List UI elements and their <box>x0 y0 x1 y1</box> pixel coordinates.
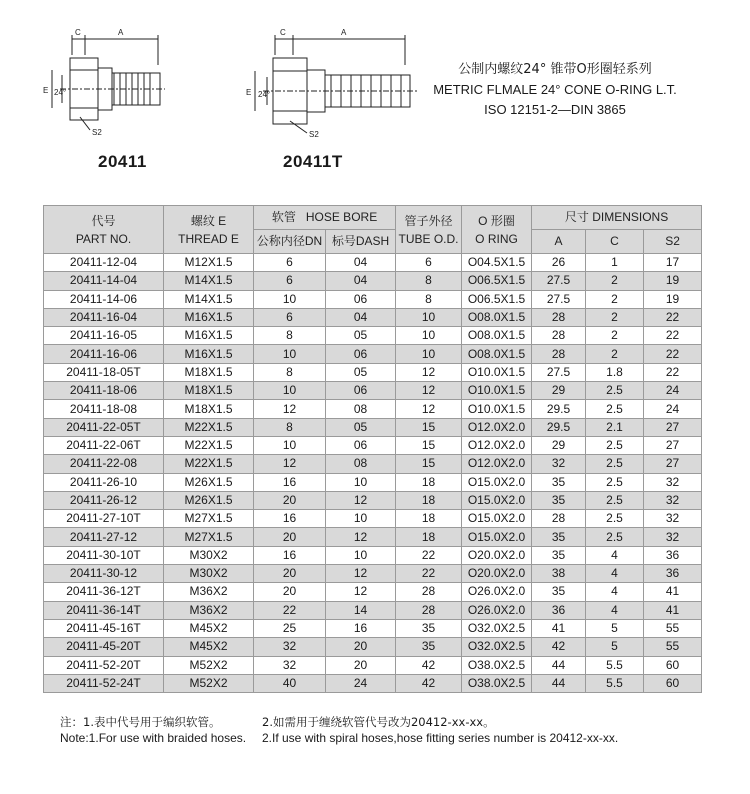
title-standard: ISO 12151-2—DIN 3865 <box>484 102 626 117</box>
cell-dim-a: 29.5 <box>532 418 586 436</box>
cell-dim-c: 2.5 <box>586 473 644 491</box>
cell-o-ring: O15.0X2.0 <box>462 491 532 509</box>
cell-tube-od: 12 <box>396 363 462 381</box>
fitting-drawing-20411 <box>40 25 170 140</box>
cell-dim-c: 2 <box>586 272 644 290</box>
cell-hose-dn: 12 <box>254 455 326 473</box>
cell-dim-c: 5 <box>586 619 644 637</box>
cell-tube-od: 12 <box>396 400 462 418</box>
cell-hose-dash: 16 <box>326 619 396 637</box>
cell-thread: M45X2 <box>164 619 254 637</box>
cell-hose-dash: 12 <box>326 583 396 601</box>
cell-thread: M16X1.5 <box>164 327 254 345</box>
cell-part-no: 20411-26-10 <box>44 473 164 491</box>
cell-hose-dash: 06 <box>326 436 396 454</box>
cell-dim-s2: 19 <box>644 290 702 308</box>
dim-s2-label: S2 <box>92 128 102 137</box>
cell-part-no: 20411-18-06 <box>44 382 164 400</box>
cell-tube-od: 18 <box>396 528 462 546</box>
cell-dim-s2: 41 <box>644 583 702 601</box>
cell-thread: M18X1.5 <box>164 363 254 381</box>
cell-thread: M14X1.5 <box>164 272 254 290</box>
cell-o-ring: O32.0X2.5 <box>462 638 532 656</box>
cell-dim-a: 29 <box>532 382 586 400</box>
cell-dim-c: 2.5 <box>586 400 644 418</box>
cell-dim-s2: 22 <box>644 308 702 326</box>
cell-dim-c: 2.5 <box>586 382 644 400</box>
cell-dim-s2: 27 <box>644 455 702 473</box>
cell-dim-s2: 24 <box>644 400 702 418</box>
cell-o-ring: O20.0X2.0 <box>462 546 532 564</box>
cell-dim-s2: 32 <box>644 510 702 528</box>
cell-part-no: 20411-52-24T <box>44 674 164 692</box>
header-o-ring: O 形圈 O RING <box>462 206 532 254</box>
cell-tube-od: 22 <box>396 565 462 583</box>
cell-o-ring: O10.0X1.5 <box>462 400 532 418</box>
cell-dim-c: 2.5 <box>586 491 644 509</box>
cell-tube-od: 28 <box>396 583 462 601</box>
cell-o-ring: O08.0X1.5 <box>462 327 532 345</box>
table-row <box>44 272 702 290</box>
cell-hose-dash: 06 <box>326 382 396 400</box>
cell-hose-dn: 22 <box>254 601 326 619</box>
cell-tube-od: 15 <box>396 436 462 454</box>
table-row <box>44 327 702 345</box>
cell-o-ring: O10.0X1.5 <box>462 382 532 400</box>
cell-tube-od: 8 <box>396 290 462 308</box>
cell-hose-dash: 04 <box>326 308 396 326</box>
cell-tube-od: 15 <box>396 455 462 473</box>
cell-dim-c: 2 <box>586 327 644 345</box>
cell-hose-dash: 05 <box>326 327 396 345</box>
cell-dim-c: 4 <box>586 565 644 583</box>
cell-hose-dn: 10 <box>254 382 326 400</box>
header-dimensions: 尺寸 DIMENSIONS <box>532 206 702 230</box>
cell-tube-od: 12 <box>396 382 462 400</box>
table-row <box>44 565 702 583</box>
cell-hose-dn: 20 <box>254 528 326 546</box>
dim-c-label: C <box>75 28 81 37</box>
cell-dim-c: 5 <box>586 638 644 656</box>
cell-hose-dash: 06 <box>326 345 396 363</box>
header-hose-bore: 软管 HOSE BORE <box>254 206 396 230</box>
cell-part-no: 20411-16-05 <box>44 327 164 345</box>
cell-thread: M36X2 <box>164 583 254 601</box>
header-a: A <box>532 230 586 254</box>
cell-part-no: 20411-52-20T <box>44 656 164 674</box>
cell-dim-c: 4 <box>586 546 644 564</box>
cell-part-no: 20411-45-16T <box>44 619 164 637</box>
cell-dim-c: 5.5 <box>586 656 644 674</box>
cell-hose-dash: 06 <box>326 290 396 308</box>
cell-tube-od: 18 <box>396 491 462 509</box>
table-row <box>44 583 702 601</box>
cell-dim-c: 2 <box>586 345 644 363</box>
cell-thread: M26X1.5 <box>164 491 254 509</box>
dim-e-label: E <box>246 88 252 97</box>
cell-dim-c: 4 <box>586 583 644 601</box>
cell-hose-dash: 08 <box>326 400 396 418</box>
cell-tube-od: 8 <box>396 272 462 290</box>
cell-tube-od: 18 <box>396 510 462 528</box>
cell-o-ring: O15.0X2.0 <box>462 528 532 546</box>
cell-hose-dash: 10 <box>326 546 396 564</box>
cell-tube-od: 22 <box>396 546 462 564</box>
fitting-drawing-20411t <box>245 25 420 140</box>
cell-hose-dash: 08 <box>326 455 396 473</box>
table-row <box>44 290 702 308</box>
cell-dim-a: 35 <box>532 583 586 601</box>
table-row <box>44 308 702 326</box>
header-thread: 螺纹 E THREAD E <box>164 206 254 254</box>
dim-a-label: A <box>341 28 347 37</box>
cell-thread: M36X2 <box>164 601 254 619</box>
cell-hose-dn: 8 <box>254 327 326 345</box>
footnotes <box>60 714 720 746</box>
cell-hose-dn: 25 <box>254 619 326 637</box>
table-row <box>44 418 702 436</box>
cell-hose-dash: 05 <box>326 363 396 381</box>
cell-dim-c: 4 <box>586 601 644 619</box>
table-row <box>44 619 702 637</box>
title-chinese: 公制内螺纹24° 锥带O形圈轻系列 <box>458 62 652 77</box>
cell-thread: M27X1.5 <box>164 510 254 528</box>
cell-dim-a: 28 <box>532 345 586 363</box>
cell-dim-a: 29.5 <box>532 400 586 418</box>
cell-hose-dash: 04 <box>326 272 396 290</box>
dimensions-table <box>43 205 702 693</box>
cell-dim-a: 28 <box>532 308 586 326</box>
cell-dim-a: 28 <box>532 510 586 528</box>
table-row <box>44 638 702 656</box>
header-dn: 公称内径DN <box>254 230 326 254</box>
cell-thread: M26X1.5 <box>164 473 254 491</box>
cell-dim-s2: 22 <box>644 363 702 381</box>
cell-dim-s2: 55 <box>644 638 702 656</box>
cell-hose-dn: 20 <box>254 491 326 509</box>
cell-dim-c: 2 <box>586 308 644 326</box>
cell-hose-dash: 04 <box>326 254 396 272</box>
cell-dim-s2: 55 <box>644 619 702 637</box>
cell-dim-s2: 17 <box>644 254 702 272</box>
cell-hose-dn: 16 <box>254 473 326 491</box>
cell-thread: M18X1.5 <box>164 400 254 418</box>
cell-o-ring: O26.0X2.0 <box>462 583 532 601</box>
cell-dim-s2: 32 <box>644 491 702 509</box>
cell-part-no: 20411-27-12 <box>44 528 164 546</box>
cell-hose-dn: 16 <box>254 546 326 564</box>
cell-hose-dash: 12 <box>326 528 396 546</box>
cell-part-no: 20411-30-12 <box>44 565 164 583</box>
cell-tube-od: 10 <box>396 345 462 363</box>
cell-thread: M30X2 <box>164 546 254 564</box>
cell-dim-c: 1.8 <box>586 363 644 381</box>
cell-o-ring: O04.5X1.5 <box>462 254 532 272</box>
table-row <box>44 363 702 381</box>
cell-part-no: 20411-14-06 <box>44 290 164 308</box>
dim-s2-label: S2 <box>309 130 319 139</box>
cell-dim-a: 41 <box>532 619 586 637</box>
table-row <box>44 546 702 564</box>
cell-thread: M16X1.5 <box>164 308 254 326</box>
cell-hose-dn: 8 <box>254 418 326 436</box>
cell-dim-a: 32 <box>532 455 586 473</box>
cell-part-no: 20411-18-08 <box>44 400 164 418</box>
cell-hose-dn: 16 <box>254 510 326 528</box>
cell-thread: M22X1.5 <box>164 436 254 454</box>
cell-dim-s2: 32 <box>644 473 702 491</box>
cell-dim-s2: 60 <box>644 656 702 674</box>
note-2-en: 2.If use with spiral hoses,hose fitting series number is 20412-xx-xx. <box>262 731 619 745</box>
cell-dim-c: 2 <box>586 290 644 308</box>
cell-dim-c: 2.1 <box>586 418 644 436</box>
cell-dim-s2: 32 <box>644 528 702 546</box>
cell-hose-dash: 14 <box>326 601 396 619</box>
cell-o-ring: O20.0X2.0 <box>462 565 532 583</box>
dim-angle-label: 24° <box>258 90 271 99</box>
cell-o-ring: O26.0X2.0 <box>462 601 532 619</box>
cell-hose-dn: 32 <box>254 656 326 674</box>
table-row <box>44 345 702 363</box>
cell-tube-od: 10 <box>396 308 462 326</box>
cell-dim-a: 35 <box>532 473 586 491</box>
cell-dim-s2: 27 <box>644 436 702 454</box>
note-1-cn: 注：1.表中代号用于编织软管。 <box>60 715 221 729</box>
cell-dim-s2: 41 <box>644 601 702 619</box>
cell-tube-od: 18 <box>396 473 462 491</box>
header-tube-od: 管子外径 TUBE O.D. <box>396 206 462 254</box>
cell-o-ring: O10.0X1.5 <box>462 363 532 381</box>
note-1-en: Note:1.For use with braided hoses. <box>60 731 247 745</box>
cell-hose-dash: 24 <box>326 674 396 692</box>
cell-thread: M16X1.5 <box>164 345 254 363</box>
cell-hose-dn: 20 <box>254 583 326 601</box>
cell-hose-dash: 12 <box>326 491 396 509</box>
cell-tube-od: 35 <box>396 619 462 637</box>
cell-dim-a: 38 <box>532 565 586 583</box>
cell-o-ring: O38.0X2.5 <box>462 656 532 674</box>
cell-dim-s2: 60 <box>644 674 702 692</box>
cell-hose-dn: 10 <box>254 290 326 308</box>
cell-part-no: 20411-12-04 <box>44 254 164 272</box>
cell-o-ring: O06.5X1.5 <box>462 290 532 308</box>
cell-dim-a: 44 <box>532 656 586 674</box>
cell-hose-dn: 10 <box>254 345 326 363</box>
cell-dim-a: 42 <box>532 638 586 656</box>
table-row <box>44 528 702 546</box>
table-row <box>44 601 702 619</box>
cell-dim-a: 44 <box>532 674 586 692</box>
table-row <box>44 473 702 491</box>
cell-dim-s2: 27 <box>644 418 702 436</box>
cell-thread: M27X1.5 <box>164 528 254 546</box>
cell-hose-dash: 05 <box>326 418 396 436</box>
cell-o-ring: O15.0X2.0 <box>462 510 532 528</box>
cell-o-ring: O12.0X2.0 <box>462 436 532 454</box>
header-dash: 标号DASH <box>326 230 396 254</box>
cell-dim-a: 36 <box>532 601 586 619</box>
cell-dim-s2: 19 <box>644 272 702 290</box>
table-row <box>44 400 702 418</box>
dim-a-label: A <box>118 28 124 37</box>
cell-dim-a: 35 <box>532 546 586 564</box>
cell-dim-c: 2.5 <box>586 436 644 454</box>
cell-o-ring: O32.0X2.5 <box>462 619 532 637</box>
cell-part-no: 20411-27-10T <box>44 510 164 528</box>
dim-e-label: E <box>43 86 49 95</box>
cell-hose-dn: 6 <box>254 272 326 290</box>
cell-hose-dn: 40 <box>254 674 326 692</box>
cell-part-no: 20411-36-14T <box>44 601 164 619</box>
header-c: C <box>586 230 644 254</box>
cell-dim-a: 29 <box>532 436 586 454</box>
cell-dim-c: 2.5 <box>586 528 644 546</box>
cell-tube-od: 28 <box>396 601 462 619</box>
cell-hose-dash: 10 <box>326 510 396 528</box>
cell-thread: M22X1.5 <box>164 418 254 436</box>
note-2-cn: 2.如需用于缠绕软管代号改为20412-xx-xx。 <box>262 715 495 729</box>
cell-tube-od: 42 <box>396 656 462 674</box>
cell-thread: M45X2 <box>164 638 254 656</box>
cell-dim-c: 2.5 <box>586 455 644 473</box>
cell-thread: M18X1.5 <box>164 382 254 400</box>
cell-part-no: 20411-14-04 <box>44 272 164 290</box>
table-row <box>44 656 702 674</box>
cell-o-ring: O08.0X1.5 <box>462 345 532 363</box>
cell-thread: M52X2 <box>164 674 254 692</box>
cell-hose-dn: 10 <box>254 436 326 454</box>
cell-thread: M30X2 <box>164 565 254 583</box>
cell-hose-dash: 10 <box>326 473 396 491</box>
cell-part-no: 20411-22-08 <box>44 455 164 473</box>
cell-dim-c: 1 <box>586 254 644 272</box>
cell-dim-s2: 36 <box>644 546 702 564</box>
cell-thread: M14X1.5 <box>164 290 254 308</box>
cell-tube-od: 42 <box>396 674 462 692</box>
cell-hose-dn: 8 <box>254 363 326 381</box>
cell-hose-dn: 6 <box>254 308 326 326</box>
cell-hose-dn: 32 <box>254 638 326 656</box>
dim-c-label: C <box>280 28 286 37</box>
table-row <box>44 510 702 528</box>
cell-hose-dash: 20 <box>326 638 396 656</box>
cell-dim-a: 27.5 <box>532 290 586 308</box>
cell-tube-od: 15 <box>396 418 462 436</box>
cell-part-no: 20411-26-12 <box>44 491 164 509</box>
cell-part-no: 20411-18-05T <box>44 363 164 381</box>
cell-dim-c: 5.5 <box>586 674 644 692</box>
table-row <box>44 436 702 454</box>
cell-thread: M22X1.5 <box>164 455 254 473</box>
cell-tube-od: 10 <box>396 327 462 345</box>
cell-dim-s2: 36 <box>644 565 702 583</box>
cell-part-no: 20411-22-05T <box>44 418 164 436</box>
cell-part-no: 20411-16-04 <box>44 308 164 326</box>
cell-dim-s2: 24 <box>644 382 702 400</box>
model-label-20411: 20411 <box>98 152 147 171</box>
cell-thread: M12X1.5 <box>164 254 254 272</box>
table-row <box>44 254 702 272</box>
table-row <box>44 455 702 473</box>
cell-dim-a: 27.5 <box>532 272 586 290</box>
cell-hose-dn: 6 <box>254 254 326 272</box>
cell-dim-a: 35 <box>532 491 586 509</box>
cell-part-no: 20411-45-20T <box>44 638 164 656</box>
cell-o-ring: O15.0X2.0 <box>462 473 532 491</box>
table-row <box>44 491 702 509</box>
cell-hose-dash: 20 <box>326 656 396 674</box>
cell-o-ring: O06.5X1.5 <box>462 272 532 290</box>
cell-o-ring: O08.0X1.5 <box>462 308 532 326</box>
cell-tube-od: 35 <box>396 638 462 656</box>
cell-o-ring: O38.0X2.5 <box>462 674 532 692</box>
cell-dim-a: 35 <box>532 528 586 546</box>
cell-hose-dn: 20 <box>254 565 326 583</box>
table-row <box>44 674 702 692</box>
cell-part-no: 20411-36-12T <box>44 583 164 601</box>
table-row <box>44 382 702 400</box>
cell-dim-s2: 22 <box>644 327 702 345</box>
series-title <box>405 60 705 120</box>
title-english: METRIC FLMALE 24° CONE O-RING L.T. <box>433 82 677 97</box>
cell-hose-dn: 12 <box>254 400 326 418</box>
cell-dim-c: 2.5 <box>586 510 644 528</box>
dim-angle-label: 24° <box>54 88 67 97</box>
header-part-no: 代号 PART NO. <box>44 206 164 254</box>
cell-thread: M52X2 <box>164 656 254 674</box>
cell-dim-a: 27.5 <box>532 363 586 381</box>
cell-dim-a: 26 <box>532 254 586 272</box>
cell-part-no: 20411-22-06T <box>44 436 164 454</box>
cell-tube-od: 6 <box>396 254 462 272</box>
cell-dim-s2: 22 <box>644 345 702 363</box>
model-label-20411t: 20411T <box>283 152 343 171</box>
cell-dim-a: 28 <box>532 327 586 345</box>
cell-part-no: 20411-30-10T <box>44 546 164 564</box>
cell-hose-dash: 12 <box>326 565 396 583</box>
header-s2: S2 <box>644 230 702 254</box>
cell-part-no: 20411-16-06 <box>44 345 164 363</box>
cell-o-ring: O12.0X2.0 <box>462 455 532 473</box>
cell-o-ring: O12.0X2.0 <box>462 418 532 436</box>
